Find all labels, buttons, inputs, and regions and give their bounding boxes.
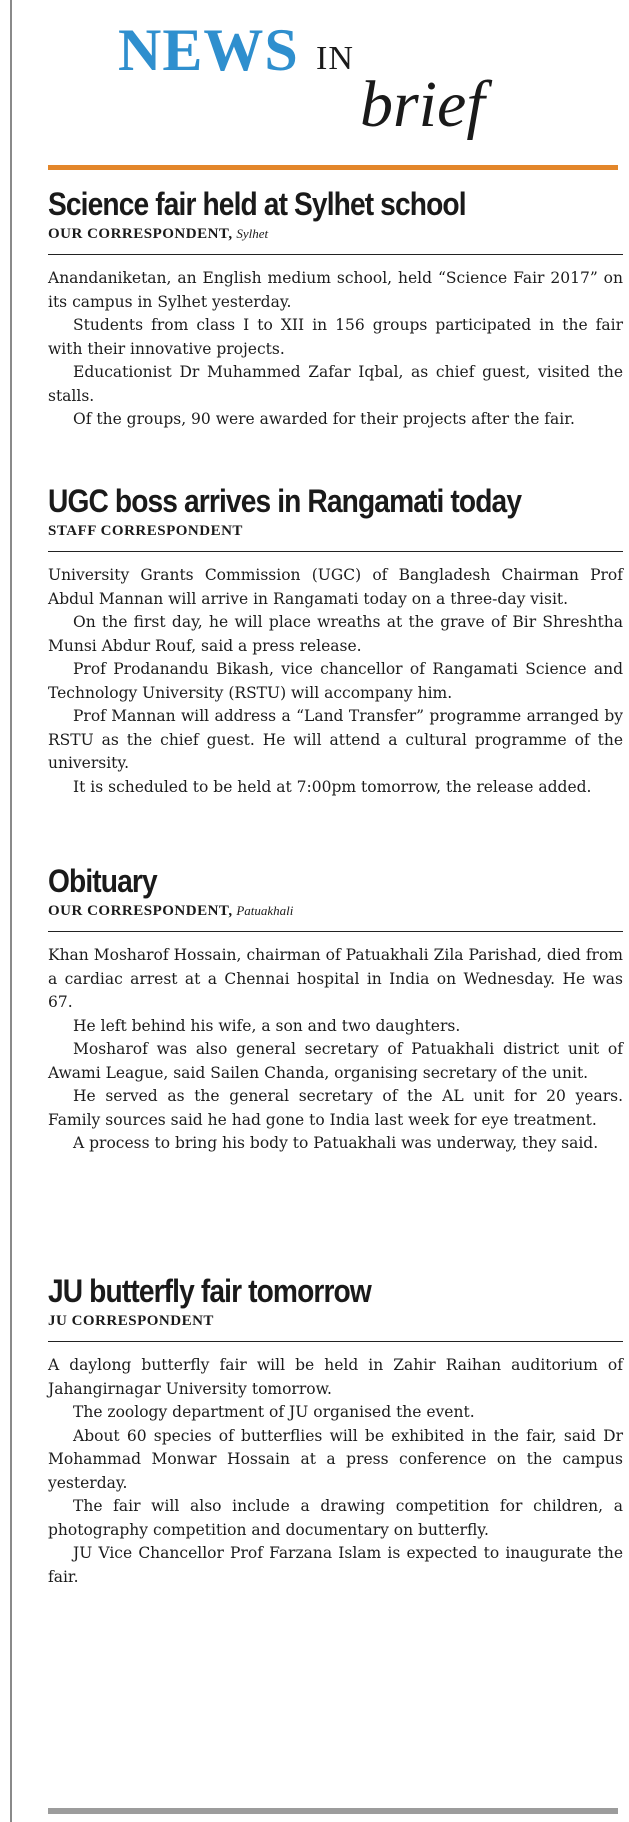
article-paragraph: It is scheduled to be held at 7:00pm tomorrow, the release added. bbox=[73, 777, 592, 796]
byline-correspondent: JU CORRESPONDENT bbox=[48, 1313, 214, 1329]
article-paragraph: On the first day, he will place wreaths at the grave of Bir Shreshtha Munsi Abdur Rouf, said a press release. bbox=[48, 613, 623, 655]
article-paragraph: Khan Mosharof Hossain, chairman of Patuakhali Zila Parishad, died from a cardiac arrest at a Chennai hospital in India on Wednesday. He was 67. bbox=[48, 946, 623, 1011]
page-left-rule bbox=[10, 0, 12, 1822]
article-paragraph: He served as the general secretary of the AL unit for 20 years. Family sources said he had gone to India last week for eye treatment. bbox=[48, 1087, 623, 1129]
article-headline: Science fair held at Sylhet school bbox=[48, 186, 466, 222]
byline-divider bbox=[48, 551, 623, 552]
article-paragraph: University Grants Commission (UGC) of Bangladesh Chairman Prof Abdul Mannan will arrive in Rangamati today on a three-day visit. bbox=[48, 566, 623, 608]
news-column bbox=[48, 185, 623, 1692]
masthead-divider bbox=[48, 165, 618, 170]
byline-divider bbox=[48, 931, 623, 932]
article-byline bbox=[48, 224, 623, 244]
byline-divider bbox=[48, 254, 623, 255]
masthead-brief: brief bbox=[360, 68, 485, 141]
page-bottom-rule bbox=[48, 1808, 618, 1814]
article-science-fair bbox=[48, 185, 623, 482]
byline-correspondent: STAFF CORRESPONDENT bbox=[48, 523, 243, 539]
article-byline bbox=[48, 521, 623, 541]
byline-correspondent: OUR CORRESPONDENT, bbox=[48, 903, 233, 919]
byline-place: Patuakhali bbox=[236, 903, 294, 918]
article-paragraph: Anandaniketan, an English medium school, held “Science Fair 2017” on its campus in Sylhet yesterday. bbox=[48, 269, 623, 311]
article-obituary bbox=[48, 862, 623, 1272]
article-headline: JU butterfly fair tomorrow bbox=[48, 1273, 371, 1309]
article-paragraph: Mosharof was also general secretary of Patuakhali district unit of Awami League, said Sailen Chanda, organising secretary of the unit. bbox=[48, 1040, 623, 1082]
article-ugc-boss bbox=[48, 482, 623, 862]
article-headline: Obituary bbox=[48, 863, 157, 899]
article-paragraph: The fair will also include a drawing competition for children, a photography competition and documentary on butterfly. bbox=[48, 1497, 623, 1539]
article-butterfly-fair bbox=[48, 1272, 623, 1692]
article-paragraph: Students from class I to XII in 156 groups participated in the fair with their innovative projects. bbox=[48, 316, 623, 358]
byline-correspondent: OUR CORRESPONDENT, bbox=[48, 226, 233, 242]
byline-divider bbox=[48, 1341, 623, 1342]
article-paragraph: Of the groups, 90 were awarded for their projects after the fair. bbox=[73, 410, 575, 428]
article-paragraph: Prof Prodanandu Bikash, vice chancellor of Rangamati Science and Technology University (RSTU) will accompany him. bbox=[48, 660, 623, 702]
article-paragraph: About 60 species of butterflies will be exhibited in the fair, said Dr Mohammad Monwar Hossain at a press conference on the campus yesterday. bbox=[48, 1426, 623, 1492]
article-paragraph: He left behind his wife, a son and two daughters. bbox=[73, 1016, 461, 1035]
article-paragraph: Prof Mannan will address a “Land Transfer” programme arranged by RSTU as the chief guest. He will attend a cultural programme of the university. bbox=[48, 707, 623, 772]
masthead bbox=[0, 0, 629, 170]
article-paragraph: The zoology department of JU organised the event. bbox=[73, 1403, 475, 1421]
article-byline bbox=[48, 901, 623, 921]
article-paragraph: Educationist Dr Muhammed Zafar Iqbal, as chief guest, visited the stalls. bbox=[48, 363, 623, 405]
masthead-news: NEWS bbox=[118, 17, 299, 83]
article-byline bbox=[48, 1311, 623, 1331]
article-paragraph: A daylong butterfly fair will be held in Zahir Raihan auditorium of Jahangirnagar University tomorrow. bbox=[48, 1356, 623, 1398]
article-paragraph: JU Vice Chancellor Prof Farzana Islam is expected to inaugurate the fair. bbox=[48, 1544, 623, 1586]
article-headline: UGC boss arrives in Rangamati today bbox=[48, 483, 522, 519]
masthead-in: IN bbox=[316, 40, 354, 77]
article-paragraph: A process to bring his body to Patuakhali was underway, they said. bbox=[73, 1134, 599, 1152]
byline-place: Sylhet bbox=[236, 226, 269, 241]
